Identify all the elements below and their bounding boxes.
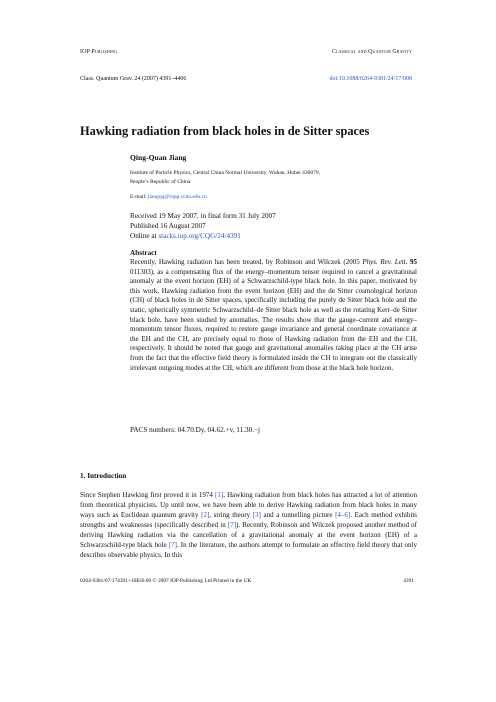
abstract-heading: Abstract [130, 249, 157, 257]
journal-citation: Class. Quantum Grav. 24 (2007) 4391–4406 [80, 76, 187, 82]
journal-name: Classical and Quantum Gravity [332, 49, 412, 55]
section-heading: 1. Introduction [80, 472, 127, 480]
copyright-line: 0264-9381/07/174391+16$30.00 © 2007 IOP Publishing Ltd Printed in the UK [80, 578, 252, 584]
publication-history [130, 212, 276, 241]
abstract-text [130, 258, 417, 373]
online-at [130, 232, 276, 242]
pacs-numbers: PACS numbers: 04.70.Dy, 04.62.+v, 11.30.−j [130, 426, 261, 434]
abstract-text-start: Recently, Hawking radiation has been treated, by Robinson and Wilczek (2005 [130, 258, 360, 266]
citation-ref-link[interactable]: [7] [227, 521, 237, 529]
intro-text: , Hawking radiation from black holes has attracted a lot of attention from theoretical physicists. Up until now, we have been able to derive Hawking radiation from black holes in many ways such as Euclidean quantum gravity [80, 491, 417, 519]
author-name: Qing-Quan Jiang [130, 153, 187, 162]
email-link[interactable]: jiangqq@iopp.ccnu.edu.cn [147, 194, 207, 200]
page-footer [80, 578, 414, 584]
citation-ref-link[interactable]: [4–6] [335, 511, 351, 519]
intro-text: and a tunnelling picture [260, 511, 336, 519]
intro-text: . Each method exhibits strengths and weaknesses (specifically described in [80, 511, 418, 529]
affiliation-line: People’s Republic of China [130, 178, 191, 185]
citation-ref-link[interactable]: [1] [215, 491, 224, 499]
abstract-ref-journal: Phys. Rev. Lett. [362, 258, 408, 266]
citation-ref-link[interactable]: [3] [252, 511, 261, 519]
author-email [130, 194, 207, 200]
running-header [80, 49, 412, 55]
online-link[interactable]: stacks.iop.org/CQG/24/4391 [158, 231, 241, 240]
intro-text: , string theory [209, 511, 253, 519]
email-label: E-mail: [130, 194, 147, 200]
doi-link[interactable]: doi:10.1088/0264-9381/24/17/008 [329, 76, 412, 82]
published-date: Published 16 August 2007 [130, 221, 206, 230]
author-affiliation [130, 169, 420, 186]
citation-ref-link[interactable]: [2] [201, 511, 210, 519]
intro-text: . In the literature, the authors attempt to formulate an effective field theory that only describes observable physics. In this [80, 541, 417, 559]
page-number: 4391 [403, 578, 414, 584]
intro-text: Since Stephen Hawking first proved it in 1974 [80, 491, 216, 499]
abstract-text-rest: 011303), as a compensating flux of the energy–momentum tensor required to cancel a gravitational anomaly at the event horizon (EH) of a Schwarzschild-type black hole. In this paper, motivated by this work, Hawking radiation from the event horizon (EH) and the de Sitter cosmological horizon (CH) of black holes in de Sitter spaces, specifically including the purely de Sitter black hole and the static, spherically symmetric Schwarzschild–de Sitter black hole as well as the rotating Kerr–de Sitter black hole, have been studied by anomalies. The results show that the gauge–current and energy–momentum tensor fluxes, required to restore gauge invariance and general coordinate covariance at the EH and the CH, are precisely equal to those of Hawking radiation from the EH and the CH, respectively. It should be noted that gauge and gravitational anomalies taking place at the CH arise from the fact that the effective field theory is formulated inside the CH to integrate out the classically irrelevant outgoing modes at the CH, which are different from those at the black hole horizon. [130, 267, 417, 372]
citation-ref-link[interactable]: [7] [168, 541, 177, 549]
citation-line [80, 76, 412, 82]
publisher-name: IOP Publishing [80, 49, 118, 55]
affiliation-line: Institute of Particle Physics, Central China Normal University, Wuhan, Hubei 430079, [130, 170, 320, 176]
received-date: Received 19 May 2007, in final form 31 July 2007 [130, 212, 276, 220]
online-prefix: Online at [130, 231, 157, 240]
abstract-ref-volume: 95 [410, 258, 418, 266]
paper-title: Hawking radiation from black holes in de Sitter spaces [80, 124, 370, 138]
introduction-text [80, 490, 417, 560]
intro-text: ). Recently, Robinson and Wilczek proposed another method of deriving Hawking radiation via the cancellation of a gravitational anomaly at the event horizon (EH) of a Schwarzschild-type black hole [80, 521, 417, 549]
